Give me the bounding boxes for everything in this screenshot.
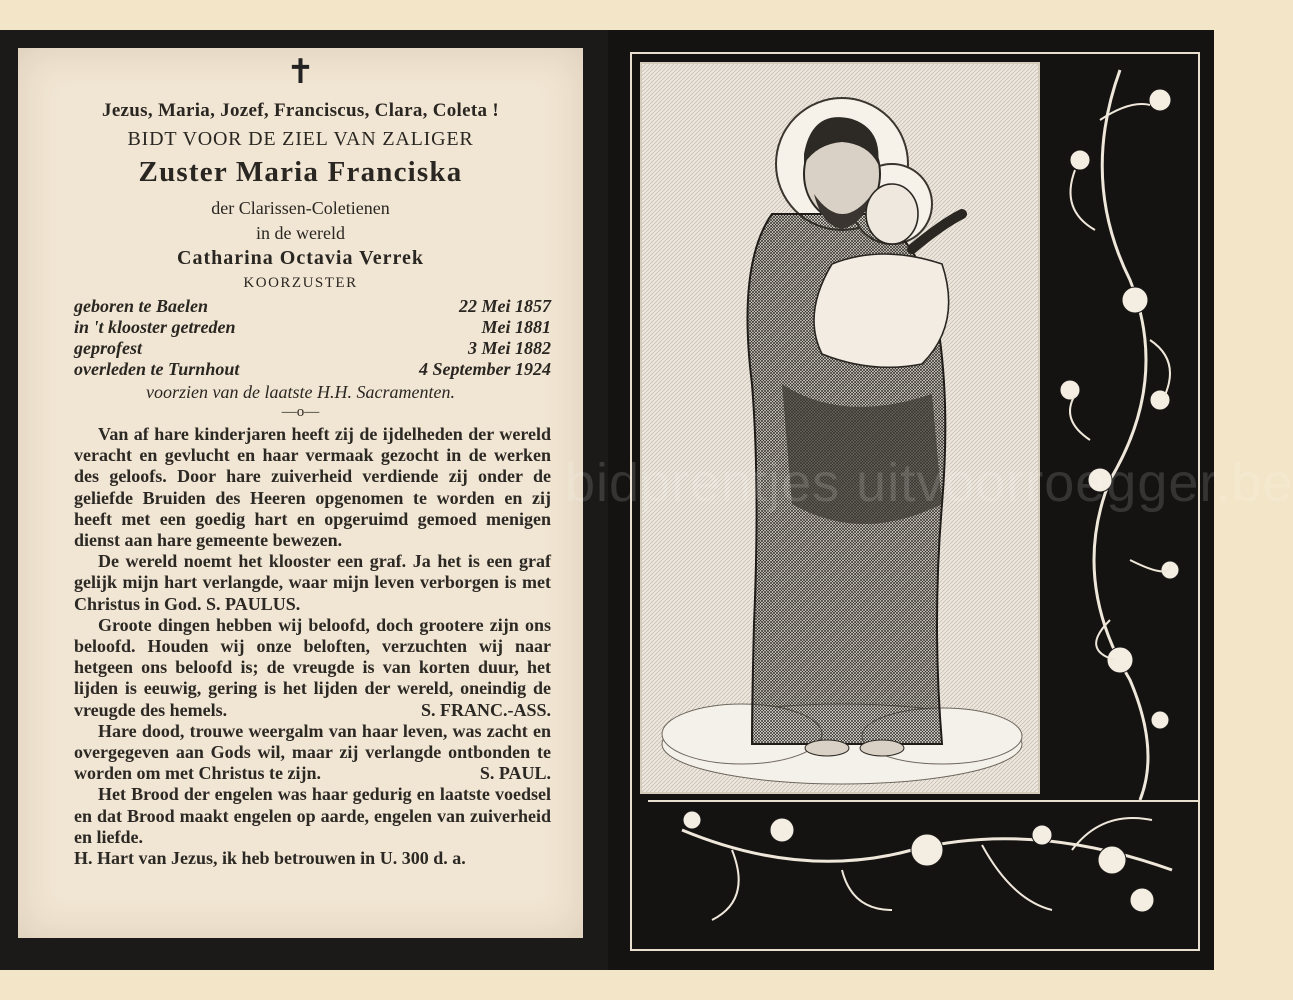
attribution: S. FRANC.-ASS.: [420, 699, 551, 720]
attribution: S. PAUL.: [479, 763, 551, 784]
invocation: Jezus, Maria, Jozef, Franciscus, Clara, Coleta !: [102, 100, 499, 121]
paragraph-text: Hare dood, trouwe weergalm van haar leven, was zacht en overgegeven aan Gods wil, maar zij verlangde ontbonden te worden om met Christus te zijn.: [74, 720, 551, 784]
fact-row: [74, 359, 551, 380]
paragraph: Van af hare kinderjaren heeft zij de ijdelheden der wereld veracht en gevlucht en haar vermaak gezocht in de werken des geloofs. Door hare zuiverheid verdiende zij onder de geliefde Bruiden des Heeren opgenomen te worden en zij heeft met een goedig hart en opgeruimd gemoed menigen dienst aan hare gemeente bewezen.: [74, 424, 551, 551]
civil-name: Catharina Octavia Verrek: [177, 247, 424, 269]
fact-value: Mei 1881: [481, 317, 551, 337]
paragraph: [74, 615, 551, 721]
fact-row: [74, 317, 551, 338]
fact-row: [74, 296, 551, 317]
fact-value: 22 Mei 1857: [459, 296, 551, 316]
saint-joseph-illustration: [642, 64, 1038, 792]
role: KOORZUSTER: [243, 275, 358, 291]
fact-label: overleden te Turnhout: [74, 359, 240, 379]
paragraph-text: Groote dingen hebben wij beloofd, doch grootere zijn ons beloofd. Houden wij onze beloften, verzuchten wij naar hetgeen ons beloofd is; de vreugde is van korten duur, het lijden is eeuwig, gering is het lijden der wereld, oneindig de vreugde des hemels.: [74, 614, 551, 720]
memorial-text: [74, 424, 551, 869]
saint-joseph-image: [640, 62, 1040, 794]
prayer-request: BIDT VOOR DE ZIEL VAN ZALIGER: [127, 128, 474, 150]
floral-vine-icon: [1040, 60, 1190, 800]
memorial-card-text-side: [18, 48, 583, 938]
religious-order: der Clarissen-Coletienen: [211, 198, 390, 218]
fact-value: 4 September 1924: [419, 359, 551, 379]
fact-value: 3 Mei 1882: [468, 338, 551, 358]
fact-label: in 't klooster getreden: [74, 317, 236, 337]
in-world-label: in de wereld: [256, 223, 345, 243]
watermark: bidprentjes uitvoorroegger.be: [565, 453, 1293, 513]
closing-prayer: H. Hart van Jezus, ik heb betrouwen in U. 300 d. a.: [74, 848, 466, 869]
cross-icon: ✝: [286, 54, 315, 91]
separator: —o—: [281, 404, 320, 420]
life-facts: [74, 296, 551, 380]
fact-label: geprofest: [74, 338, 142, 358]
paragraph: Het Brood der engelen was haar gedurig en laatste voedsel en dat Brood maakt engelen op aarde, engelen van zuiverheid en liefde.: [74, 784, 551, 847]
paragraph: De wereld noemt het klooster een graf. Ja het is een graf gelijk mijn hart verlangde, waar mijn leven verborgen is met Christus in God. S. PAULUS.: [74, 551, 551, 614]
fact-row: [74, 338, 551, 359]
fact-label: geboren te Baelen: [74, 296, 208, 316]
floral-vine-icon: [652, 790, 1192, 940]
sacraments-line: voorzien van de laatste H.H. Sacramenten.: [146, 382, 455, 402]
paragraph: [74, 721, 551, 785]
deceased-name: Zuster Maria Franciska: [138, 156, 463, 188]
